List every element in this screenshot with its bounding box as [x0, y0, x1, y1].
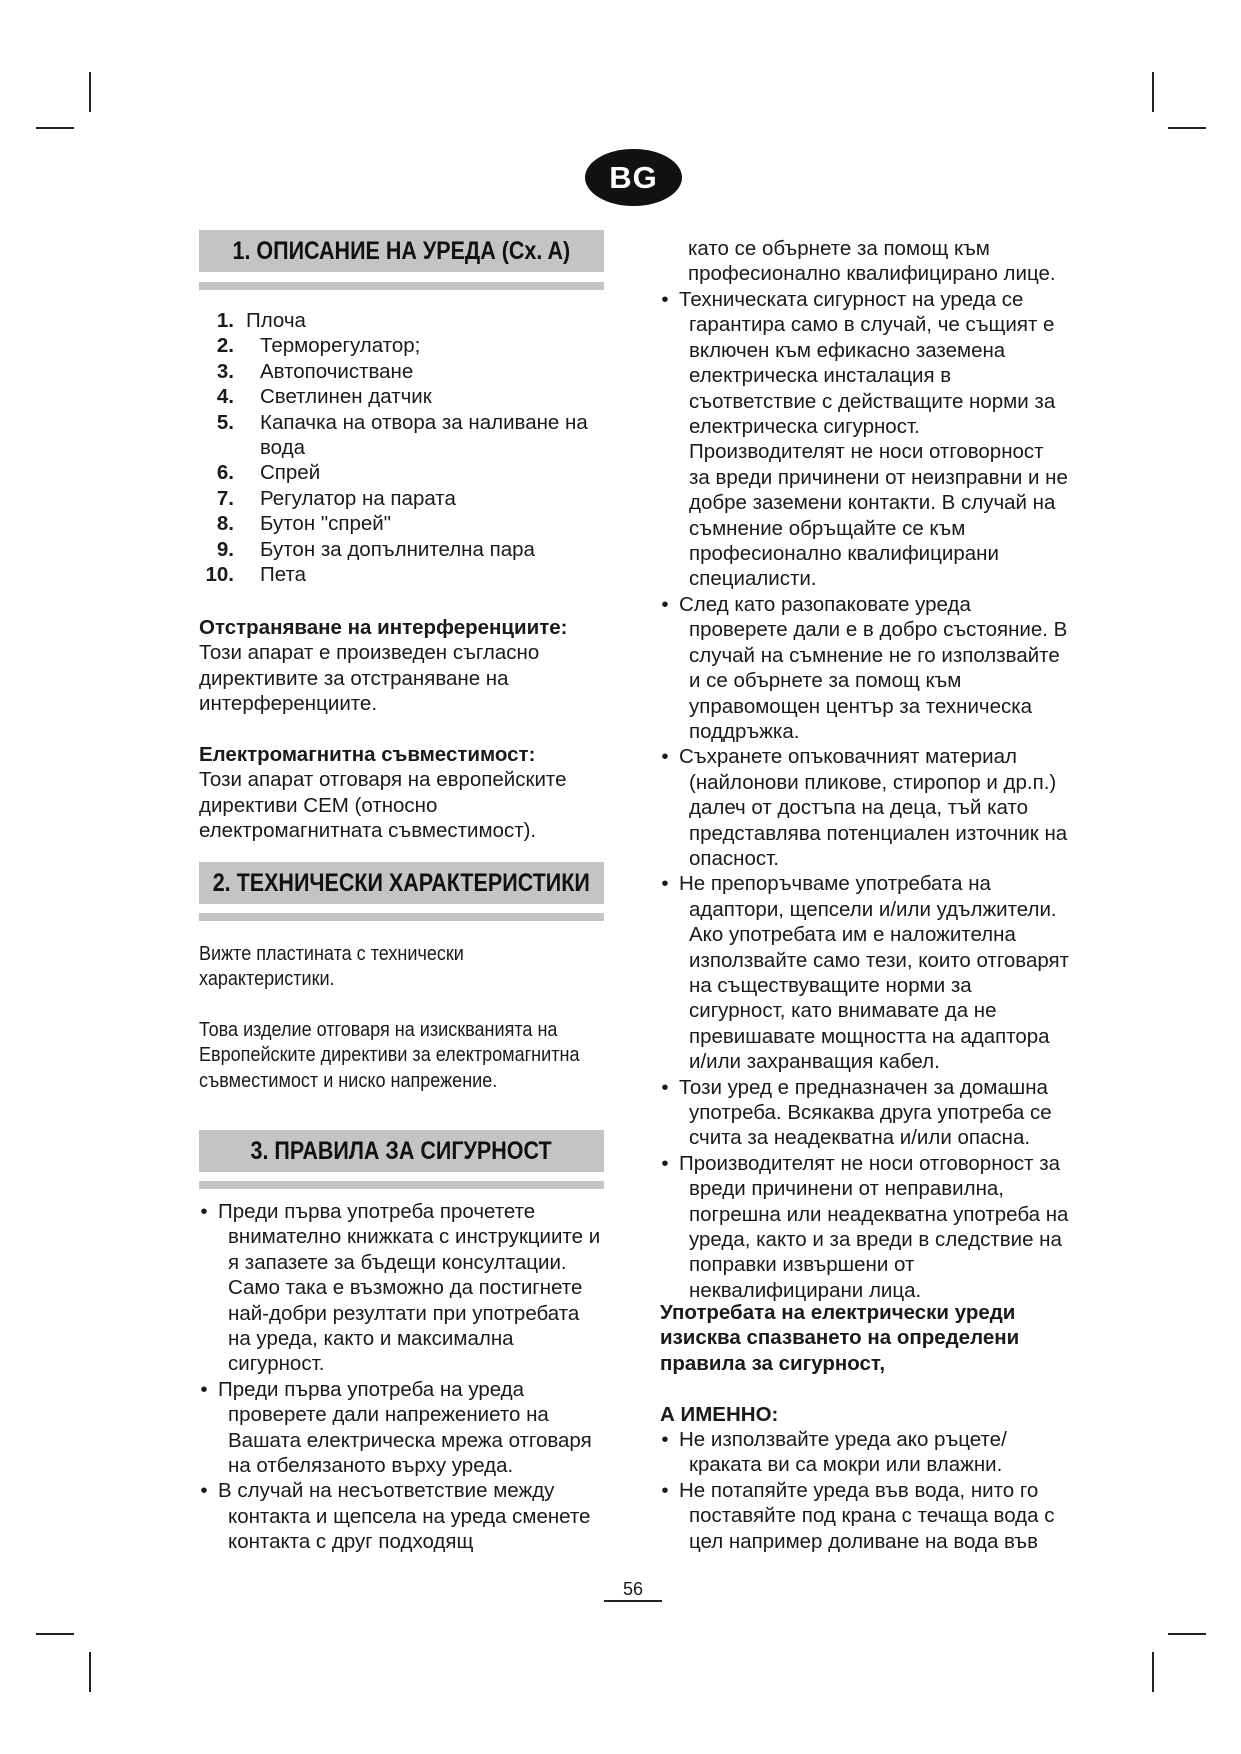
list-item: • Техническата сигурност на уреда се гарантира само в случай, че същият е включен към ефикасно заземена електрическа инсталация в съответствие с действащите норми за електрическа сигурност. Производителят не носи отговорност за вреди причинени от неизправни и не добре заземени контакти. В случай на съмнение обръщайте се към професионално квалифицирани специалисти.: [661, 288, 1068, 591]
list-item: • В случай на несъответствие между контакта и щепсела на уреда сменете контакта с друг подходящ: [200, 1479, 591, 1554]
emc-text: Този апарат отговаря на европейските директиви CEM (относно електромагнитната съвместимост).: [199, 768, 567, 843]
crop-mark: [1152, 1652, 1154, 1692]
safety-list-right: [660, 287, 1070, 1303]
interference-title: Отстраняване на интерференциите:: [199, 616, 568, 639]
section-3-heading: [199, 1130, 604, 1177]
emc-block: [199, 742, 594, 844]
page-number: 56: [604, 1578, 662, 1602]
section-2-heading: [199, 862, 604, 909]
list-item: 2. Терморегулатор;: [216, 334, 421, 358]
list-item: 10. Пета: [205, 563, 307, 587]
list-item: 1. Плоча: [216, 309, 306, 332]
crop-mark: [36, 127, 74, 129]
section-divider: [199, 1181, 604, 1189]
list-item: • Производителят не носи отговорност за вреди причинени от неправилна, погрешна или неадекватна употреба на уреда, както и за вреди в следствие на поправки извършени от неквалифицирани лица.: [661, 1151, 1069, 1302]
crop-mark: [36, 1633, 74, 1635]
safety-list-left: [199, 1199, 604, 1555]
list-item: • Преди първа употреба на уреда проверете дали напрежението на Вашата електрическа мрежа отговаря на отбелязаното върху уреда.: [200, 1377, 592, 1478]
parts-list: [199, 308, 619, 587]
electric-rules-note: Употребата на електрически уреди изисква спазването на определени правила за сигурност,: [660, 1301, 1020, 1375]
list-item: 5. Капачка на отвора за наливане на вода: [216, 410, 588, 460]
list-item: • Не препоръчваме употребата на адаптори, щепсели и/или удължители. Ако употребата им е наложителна използвайте само тези, които отговарят на съществуващите норми за сигурност, като внимавате да не превишавате мощността на адаптора и/или захранващия кабел.: [661, 872, 1070, 1074]
section-3-title: 3. ПРАВИЛА ЗА СИГУРНОСТ: [250, 1136, 553, 1165]
namely-list: [660, 1427, 1070, 1554]
crop-mark: [89, 72, 91, 112]
section-1-title: 1. ОПИСАНИЕ НА УРЕДА (Cx. A): [232, 236, 571, 265]
list-item: • Не използвайте уреда ако ръцете/ краката ви са мокри или влажни.: [661, 1428, 1007, 1477]
list-item: • Преди първа употреба прочетете внимателно книжката с инструкциите и я запазете за бъдещи консултации. Само така е възможно да постигнете най-добри резултати при употребата на уреда, както и максимална сигурност.: [200, 1200, 601, 1376]
continued-text: като се обърнете за помощ към професионално квалифицирано лице.: [688, 237, 1056, 286]
tech-para-2: Това изделие отговаря на изискванията на Европейските директиви за електромагнитна съвместимост и ниско напрежение.: [199, 1018, 580, 1092]
crop-mark: [1168, 1633, 1206, 1635]
list-item: 6. Спрей: [216, 461, 321, 485]
interference-text: Този апарат е произведен съгласно директивите за отстраняване на интерференциите.: [199, 641, 540, 716]
interference-block: [199, 615, 594, 717]
language-badge: BG: [585, 149, 682, 206]
list-item: 3. Автопочистване: [216, 359, 414, 383]
list-item: • След като разопаковате уреда проверете дали е в добро състояние. В случай на съмнение не го използвайте и се обърнете за помощ към управомощен център за техническа поддръжка.: [661, 592, 1068, 743]
list-item: 7. Регулатор на парата: [216, 486, 456, 510]
section-divider: [199, 282, 604, 290]
section-divider: [199, 913, 604, 921]
list-item: • Този уред е предназначен за домашна употреба. Всякаква друга употреба се счита за неадекватна и/или опасна.: [661, 1075, 1052, 1150]
list-item: 9. Бутон за допълнителна пара: [216, 537, 535, 561]
crop-mark: [1168, 127, 1206, 129]
crop-mark: [89, 1652, 91, 1692]
crop-mark: [1152, 72, 1154, 112]
tech-para-1: Вижте пластината с технически характеристики.: [199, 942, 464, 991]
namely-heading: А ИМЕННО:: [660, 1403, 779, 1426]
emc-title: Електромагнитна съвместимост:: [199, 743, 536, 766]
list-item: • Съхранете опъковачният материал (найлонови пликове, стиропор и др.п.) далеч от достъпа на деца, тъй като представлява потенциален източник на опасност.: [661, 745, 1068, 870]
list-item: • Не потапяйте уреда във вода, нито го поставяйте под крана с течаща вода с цел например доливане на вода във: [661, 1478, 1055, 1553]
list-item: 4. Светлинен датчик: [216, 385, 432, 409]
section-1-heading: [199, 230, 604, 277]
list-item: 8. Бутон "спрей": [216, 512, 391, 536]
section-2-title: 2. ТЕХНИЧЕСКИ ХАРАКТЕРИСТИКИ: [212, 868, 591, 897]
